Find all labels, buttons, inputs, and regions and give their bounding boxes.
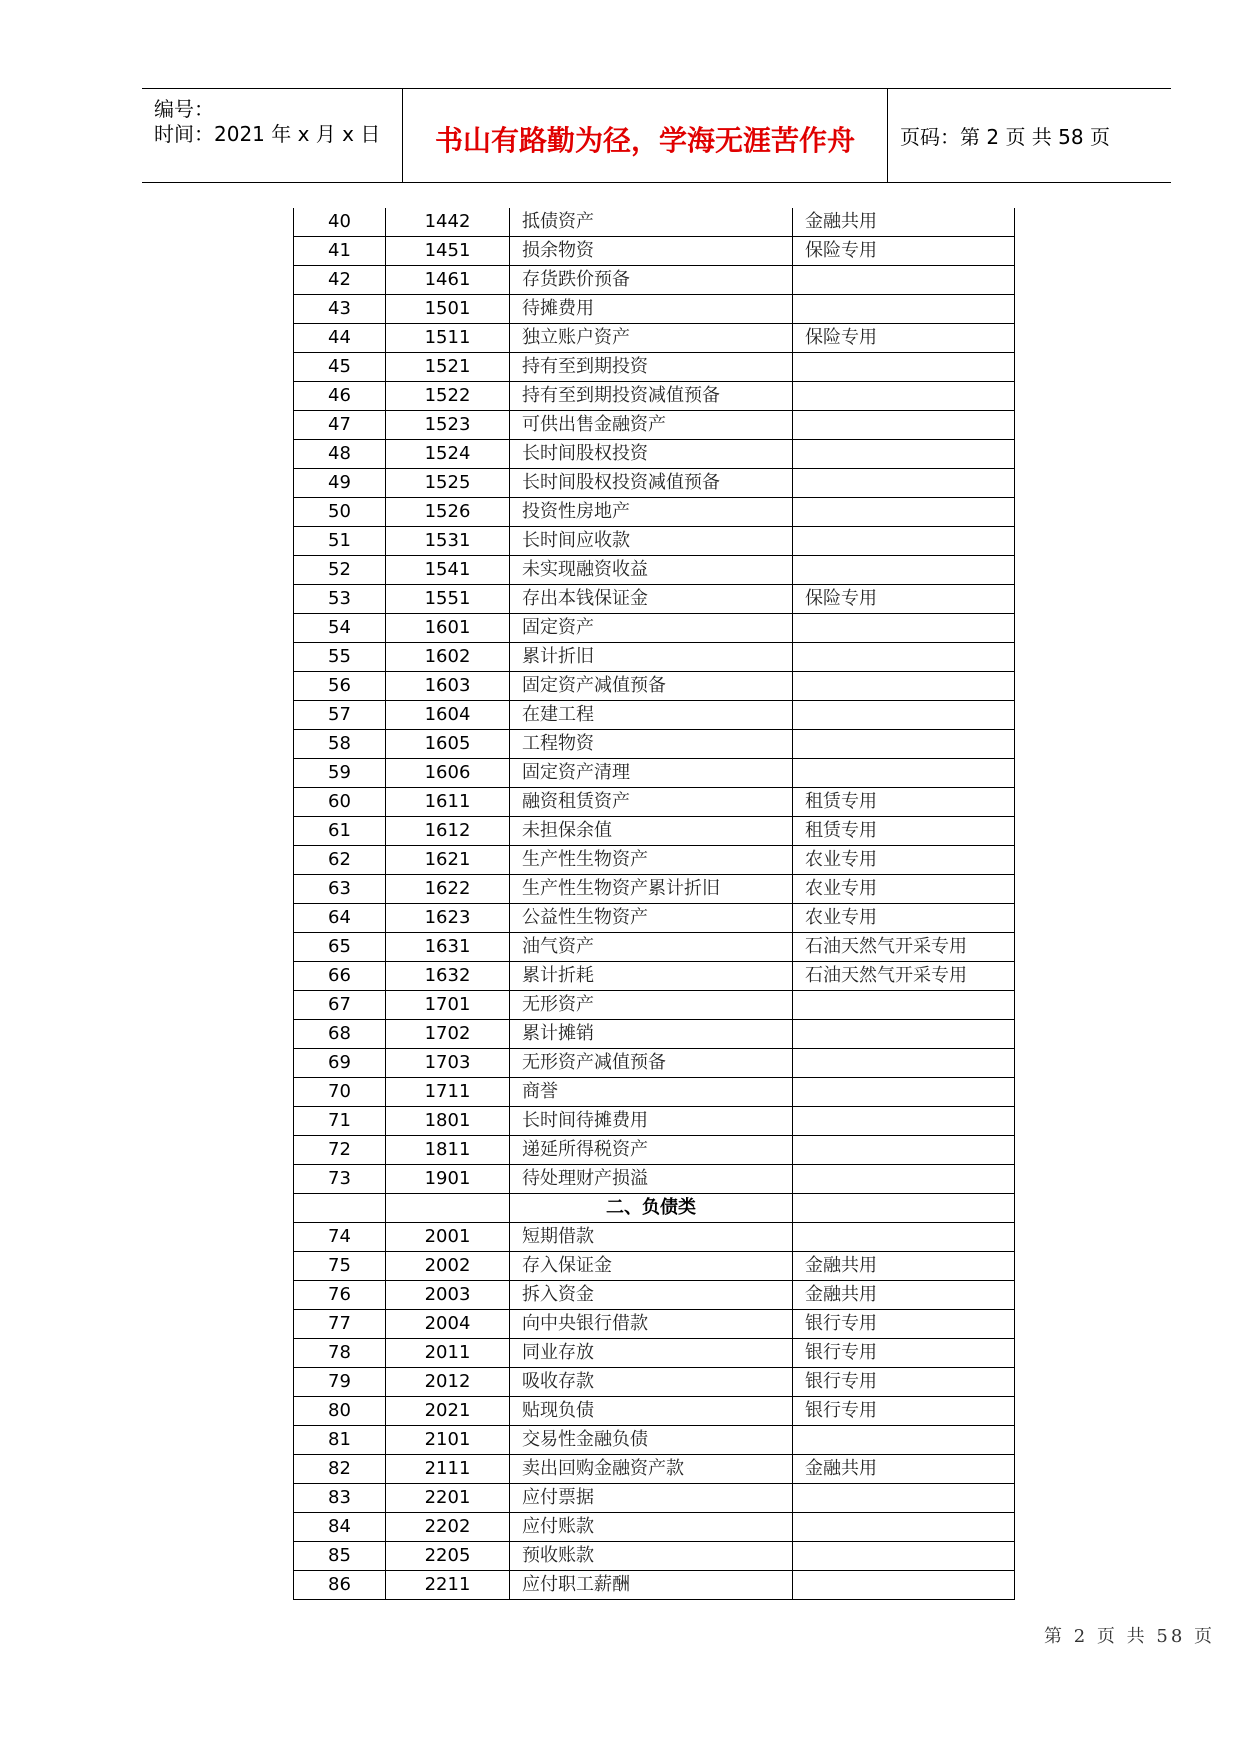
cell-no: 76 <box>294 1281 386 1310</box>
cell-account-name: 固定资产 <box>510 614 793 643</box>
cell-code: 1601 <box>386 614 510 643</box>
cell-code: 1461 <box>386 266 510 295</box>
cell-code: 1621 <box>386 846 510 875</box>
cell-code: 2003 <box>386 1281 510 1310</box>
cell-account-name: 交易性金融负债 <box>510 1426 793 1455</box>
cell-code: 1524 <box>386 440 510 469</box>
cell-no: 52 <box>294 556 386 585</box>
cell-code: 2021 <box>386 1397 510 1426</box>
cell-account-name: 油气资产 <box>510 933 793 962</box>
cell-code: 1702 <box>386 1020 510 1049</box>
cell-no: 74 <box>294 1223 386 1252</box>
cell-code: 1603 <box>386 672 510 701</box>
cell-no: 60 <box>294 788 386 817</box>
cell-no: 49 <box>294 469 386 498</box>
table-row <box>294 817 1015 846</box>
cell-code: 1631 <box>386 933 510 962</box>
cell-no: 50 <box>294 498 386 527</box>
table-row <box>294 1049 1015 1078</box>
cell-no: 70 <box>294 1078 386 1107</box>
cell-no: 61 <box>294 817 386 846</box>
document-time-label: 时间：2021 年 x 月 x 日 <box>154 122 381 146</box>
cell-note: 银行专用 <box>793 1368 1015 1397</box>
cell-code: 1632 <box>386 962 510 991</box>
cell-note: 保险专用 <box>793 324 1015 353</box>
cell-account-name: 存货跌价预备 <box>510 266 793 295</box>
cell-account-name: 商誉 <box>510 1078 793 1107</box>
cell-account-name: 独立账户资产 <box>510 324 793 353</box>
table-row <box>294 1165 1015 1194</box>
table-row <box>294 382 1015 411</box>
table-row <box>294 1136 1015 1165</box>
cell-note: 租赁专用 <box>793 788 1015 817</box>
cell-code: 2002 <box>386 1252 510 1281</box>
cell-account-name: 预收账款 <box>510 1542 793 1571</box>
cell-account-name: 累计折耗 <box>510 962 793 991</box>
cell-no: 71 <box>294 1107 386 1136</box>
cell-account-name: 拆入资金 <box>510 1281 793 1310</box>
cell-note: 保险专用 <box>793 585 1015 614</box>
cell-code: 1623 <box>386 904 510 933</box>
cell-account-name: 贴现负债 <box>510 1397 793 1426</box>
cell-note: 租赁专用 <box>793 817 1015 846</box>
cell-account-name: 同业存放 <box>510 1339 793 1368</box>
cell-no: 57 <box>294 701 386 730</box>
cell-code: 1501 <box>386 295 510 324</box>
cell-no: 66 <box>294 962 386 991</box>
cell-note <box>793 1513 1015 1542</box>
cell-no: 82 <box>294 1455 386 1484</box>
cell-no: 43 <box>294 295 386 324</box>
cell-note <box>793 469 1015 498</box>
cell-account-name: 持有至到期投资减值预备 <box>510 382 793 411</box>
table-row <box>294 1513 1015 1542</box>
cell-account-name: 长时间股权投资减值预备 <box>510 469 793 498</box>
cell-account-name: 固定资产减值预备 <box>510 672 793 701</box>
cell-code: 2011 <box>386 1339 510 1368</box>
cell-note <box>793 1136 1015 1165</box>
table-row <box>294 440 1015 469</box>
table-row <box>294 295 1015 324</box>
table-row <box>294 759 1015 788</box>
cell-no: 40 <box>294 208 386 237</box>
cell-note: 农业专用 <box>793 904 1015 933</box>
cell-no: 44 <box>294 324 386 353</box>
cell-note <box>793 614 1015 643</box>
page-footer: 第 2 页 共 58 页 <box>1044 1626 1215 1647</box>
cell-no: 83 <box>294 1484 386 1513</box>
cell-code: 1551 <box>386 585 510 614</box>
table-row <box>294 788 1015 817</box>
cell-no: 51 <box>294 527 386 556</box>
cell-account-name: 累计折旧 <box>510 643 793 672</box>
cell-note <box>793 672 1015 701</box>
cell-account-name: 生产性生物资产 <box>510 846 793 875</box>
header-right-cell <box>888 89 1171 182</box>
table-row <box>294 411 1015 440</box>
cell-code: 1606 <box>386 759 510 788</box>
cell-code: 1602 <box>386 643 510 672</box>
cell-account-name: 存入保证金 <box>510 1252 793 1281</box>
cell-no: 77 <box>294 1310 386 1339</box>
cell-note <box>793 1165 1015 1194</box>
cell-no: 42 <box>294 266 386 295</box>
cell-code: 1521 <box>386 353 510 382</box>
table-row <box>294 643 1015 672</box>
cell-code: 1611 <box>386 788 510 817</box>
cell-no: 56 <box>294 672 386 701</box>
cell-code <box>386 1194 510 1223</box>
accounts-table-container <box>293 208 1014 1600</box>
accounts-table <box>293 208 1015 1600</box>
cell-account-name: 融资租赁资产 <box>510 788 793 817</box>
cell-account-name: 累计摊销 <box>510 1020 793 1049</box>
table-row <box>294 469 1015 498</box>
header-page-info: 页码：第 2 页 共 58 页 <box>900 125 1110 149</box>
table-row <box>294 904 1015 933</box>
section-title: 二、负债类 <box>510 1194 793 1223</box>
cell-code: 2101 <box>386 1426 510 1455</box>
table-row <box>294 614 1015 643</box>
table-row <box>294 208 1015 237</box>
table-row <box>294 1252 1015 1281</box>
cell-no: 54 <box>294 614 386 643</box>
cell-account-name: 未实现融资收益 <box>510 556 793 585</box>
cell-no: 81 <box>294 1426 386 1455</box>
table-row <box>294 585 1015 614</box>
cell-no: 45 <box>294 353 386 382</box>
section-row <box>294 1194 1015 1223</box>
cell-note <box>793 353 1015 382</box>
table-row <box>294 1107 1015 1136</box>
cell-note: 金融共用 <box>793 1252 1015 1281</box>
cell-note: 保险专用 <box>793 237 1015 266</box>
cell-code: 2202 <box>386 1513 510 1542</box>
table-row <box>294 846 1015 875</box>
table-row <box>294 1542 1015 1571</box>
cell-code: 2012 <box>386 1368 510 1397</box>
table-row <box>294 324 1015 353</box>
cell-no: 58 <box>294 730 386 759</box>
table-row <box>294 1426 1015 1455</box>
cell-note: 金融共用 <box>793 1281 1015 1310</box>
cell-no <box>294 1194 386 1223</box>
table-row <box>294 1397 1015 1426</box>
table-row <box>294 556 1015 585</box>
cell-code: 1522 <box>386 382 510 411</box>
cell-note <box>793 1049 1015 1078</box>
cell-code: 2111 <box>386 1455 510 1484</box>
cell-note <box>793 1107 1015 1136</box>
cell-note <box>793 1571 1015 1600</box>
table-row <box>294 1310 1015 1339</box>
table-row <box>294 1455 1015 1484</box>
cell-no: 46 <box>294 382 386 411</box>
cell-code: 1901 <box>386 1165 510 1194</box>
cell-note: 银行专用 <box>793 1339 1015 1368</box>
cell-account-name: 投资性房地产 <box>510 498 793 527</box>
table-row <box>294 1078 1015 1107</box>
cell-account-name: 应付票据 <box>510 1484 793 1513</box>
cell-no: 68 <box>294 1020 386 1049</box>
page-header <box>142 88 1171 183</box>
cell-note <box>793 991 1015 1020</box>
table-row <box>294 933 1015 962</box>
cell-note <box>793 527 1015 556</box>
cell-code: 1811 <box>386 1136 510 1165</box>
cell-account-name: 吸收存款 <box>510 1368 793 1397</box>
cell-no: 41 <box>294 237 386 266</box>
cell-code: 1622 <box>386 875 510 904</box>
cell-account-name: 长时间股权投资 <box>510 440 793 469</box>
table-row <box>294 730 1015 759</box>
cell-account-name: 无形资产减值预备 <box>510 1049 793 1078</box>
table-row <box>294 1281 1015 1310</box>
cell-account-name: 长时间应收款 <box>510 527 793 556</box>
cell-account-name: 工程物资 <box>510 730 793 759</box>
cell-code: 1605 <box>386 730 510 759</box>
cell-code: 1711 <box>386 1078 510 1107</box>
table-row <box>294 1020 1015 1049</box>
cell-code: 1531 <box>386 527 510 556</box>
cell-note: 银行专用 <box>793 1310 1015 1339</box>
cell-no: 55 <box>294 643 386 672</box>
cell-note <box>793 295 1015 324</box>
cell-no: 47 <box>294 411 386 440</box>
cell-note: 石油天然气开采专用 <box>793 933 1015 962</box>
cell-code: 1703 <box>386 1049 510 1078</box>
cell-code: 2211 <box>386 1571 510 1600</box>
cell-no: 85 <box>294 1542 386 1571</box>
table-row <box>294 1571 1015 1600</box>
table-row <box>294 875 1015 904</box>
cell-code: 1612 <box>386 817 510 846</box>
cell-note <box>793 1484 1015 1513</box>
cell-no: 69 <box>294 1049 386 1078</box>
cell-account-name: 应付职工薪酬 <box>510 1571 793 1600</box>
cell-no: 62 <box>294 846 386 875</box>
cell-account-name: 公益性生物资产 <box>510 904 793 933</box>
cell-account-name: 向中央银行借款 <box>510 1310 793 1339</box>
cell-note <box>793 1542 1015 1571</box>
table-row <box>294 1484 1015 1513</box>
cell-code: 1451 <box>386 237 510 266</box>
cell-note <box>793 701 1015 730</box>
table-row <box>294 1339 1015 1368</box>
cell-code: 2205 <box>386 1542 510 1571</box>
accounts-table-body <box>294 208 1015 1600</box>
cell-note: 银行专用 <box>793 1397 1015 1426</box>
cell-note <box>793 730 1015 759</box>
cell-note: 金融共用 <box>793 1455 1015 1484</box>
cell-no: 72 <box>294 1136 386 1165</box>
table-row <box>294 266 1015 295</box>
cell-no: 64 <box>294 904 386 933</box>
cell-note <box>793 266 1015 295</box>
cell-no: 59 <box>294 759 386 788</box>
cell-account-name: 卖出回购金融资产款 <box>510 1455 793 1484</box>
cell-account-name: 抵债资产 <box>510 208 793 237</box>
cell-account-name: 应付账款 <box>510 1513 793 1542</box>
cell-code: 1525 <box>386 469 510 498</box>
cell-no: 86 <box>294 1571 386 1600</box>
cell-account-name: 未担保余值 <box>510 817 793 846</box>
cell-no: 75 <box>294 1252 386 1281</box>
cell-note: 石油天然气开采专用 <box>793 962 1015 991</box>
cell-note <box>793 1194 1015 1223</box>
cell-no: 65 <box>294 933 386 962</box>
cell-code: 1523 <box>386 411 510 440</box>
cell-code: 2201 <box>386 1484 510 1513</box>
cell-code: 2001 <box>386 1223 510 1252</box>
cell-code: 2004 <box>386 1310 510 1339</box>
table-row <box>294 672 1015 701</box>
cell-no: 48 <box>294 440 386 469</box>
header-middle-cell <box>402 89 888 182</box>
cell-code: 1511 <box>386 324 510 353</box>
cell-account-name: 无形资产 <box>510 991 793 1020</box>
cell-no: 84 <box>294 1513 386 1542</box>
cell-account-name: 持有至到期投资 <box>510 353 793 382</box>
cell-note <box>793 1426 1015 1455</box>
cell-note <box>793 1078 1015 1107</box>
cell-no: 53 <box>294 585 386 614</box>
cell-no: 67 <box>294 991 386 1020</box>
document-number-label: 编号： <box>154 97 214 121</box>
header-left-cell <box>142 89 402 182</box>
cell-account-name: 短期借款 <box>510 1223 793 1252</box>
cell-account-name: 损余物资 <box>510 237 793 266</box>
cell-note <box>793 440 1015 469</box>
cell-code: 1604 <box>386 701 510 730</box>
table-row <box>294 1223 1015 1252</box>
cell-account-name: 待处理财产损溢 <box>510 1165 793 1194</box>
cell-account-name: 递延所得税资产 <box>510 1136 793 1165</box>
cell-note <box>793 1020 1015 1049</box>
cell-account-name: 长时间待摊费用 <box>510 1107 793 1136</box>
table-row <box>294 237 1015 266</box>
cell-account-name: 存出本钱保证金 <box>510 585 793 614</box>
table-row <box>294 498 1015 527</box>
table-row <box>294 701 1015 730</box>
cell-account-name: 生产性生物资产累计折旧 <box>510 875 793 904</box>
cell-note <box>793 411 1015 440</box>
table-row <box>294 527 1015 556</box>
cell-note <box>793 643 1015 672</box>
cell-note <box>793 556 1015 585</box>
cell-note: 农业专用 <box>793 846 1015 875</box>
cell-note <box>793 382 1015 411</box>
cell-account-name: 固定资产清理 <box>510 759 793 788</box>
table-row <box>294 1368 1015 1397</box>
cell-note <box>793 498 1015 527</box>
cell-code: 1541 <box>386 556 510 585</box>
cell-note: 农业专用 <box>793 875 1015 904</box>
cell-note <box>793 759 1015 788</box>
cell-note: 金融共用 <box>793 208 1015 237</box>
cell-no: 63 <box>294 875 386 904</box>
cell-no: 79 <box>294 1368 386 1397</box>
table-row <box>294 962 1015 991</box>
table-row <box>294 353 1015 382</box>
cell-code: 1801 <box>386 1107 510 1136</box>
cell-code: 1701 <box>386 991 510 1020</box>
table-row <box>294 991 1015 1020</box>
cell-code: 1526 <box>386 498 510 527</box>
header-motto: 书山有路勤为径，学海无涯苦作舟 <box>434 124 855 157</box>
cell-account-name: 待摊费用 <box>510 295 793 324</box>
cell-no: 78 <box>294 1339 386 1368</box>
cell-note <box>793 1223 1015 1252</box>
cell-code: 1442 <box>386 208 510 237</box>
cell-account-name: 可供出售金融资产 <box>510 411 793 440</box>
cell-account-name: 在建工程 <box>510 701 793 730</box>
cell-no: 80 <box>294 1397 386 1426</box>
cell-no: 73 <box>294 1165 386 1194</box>
